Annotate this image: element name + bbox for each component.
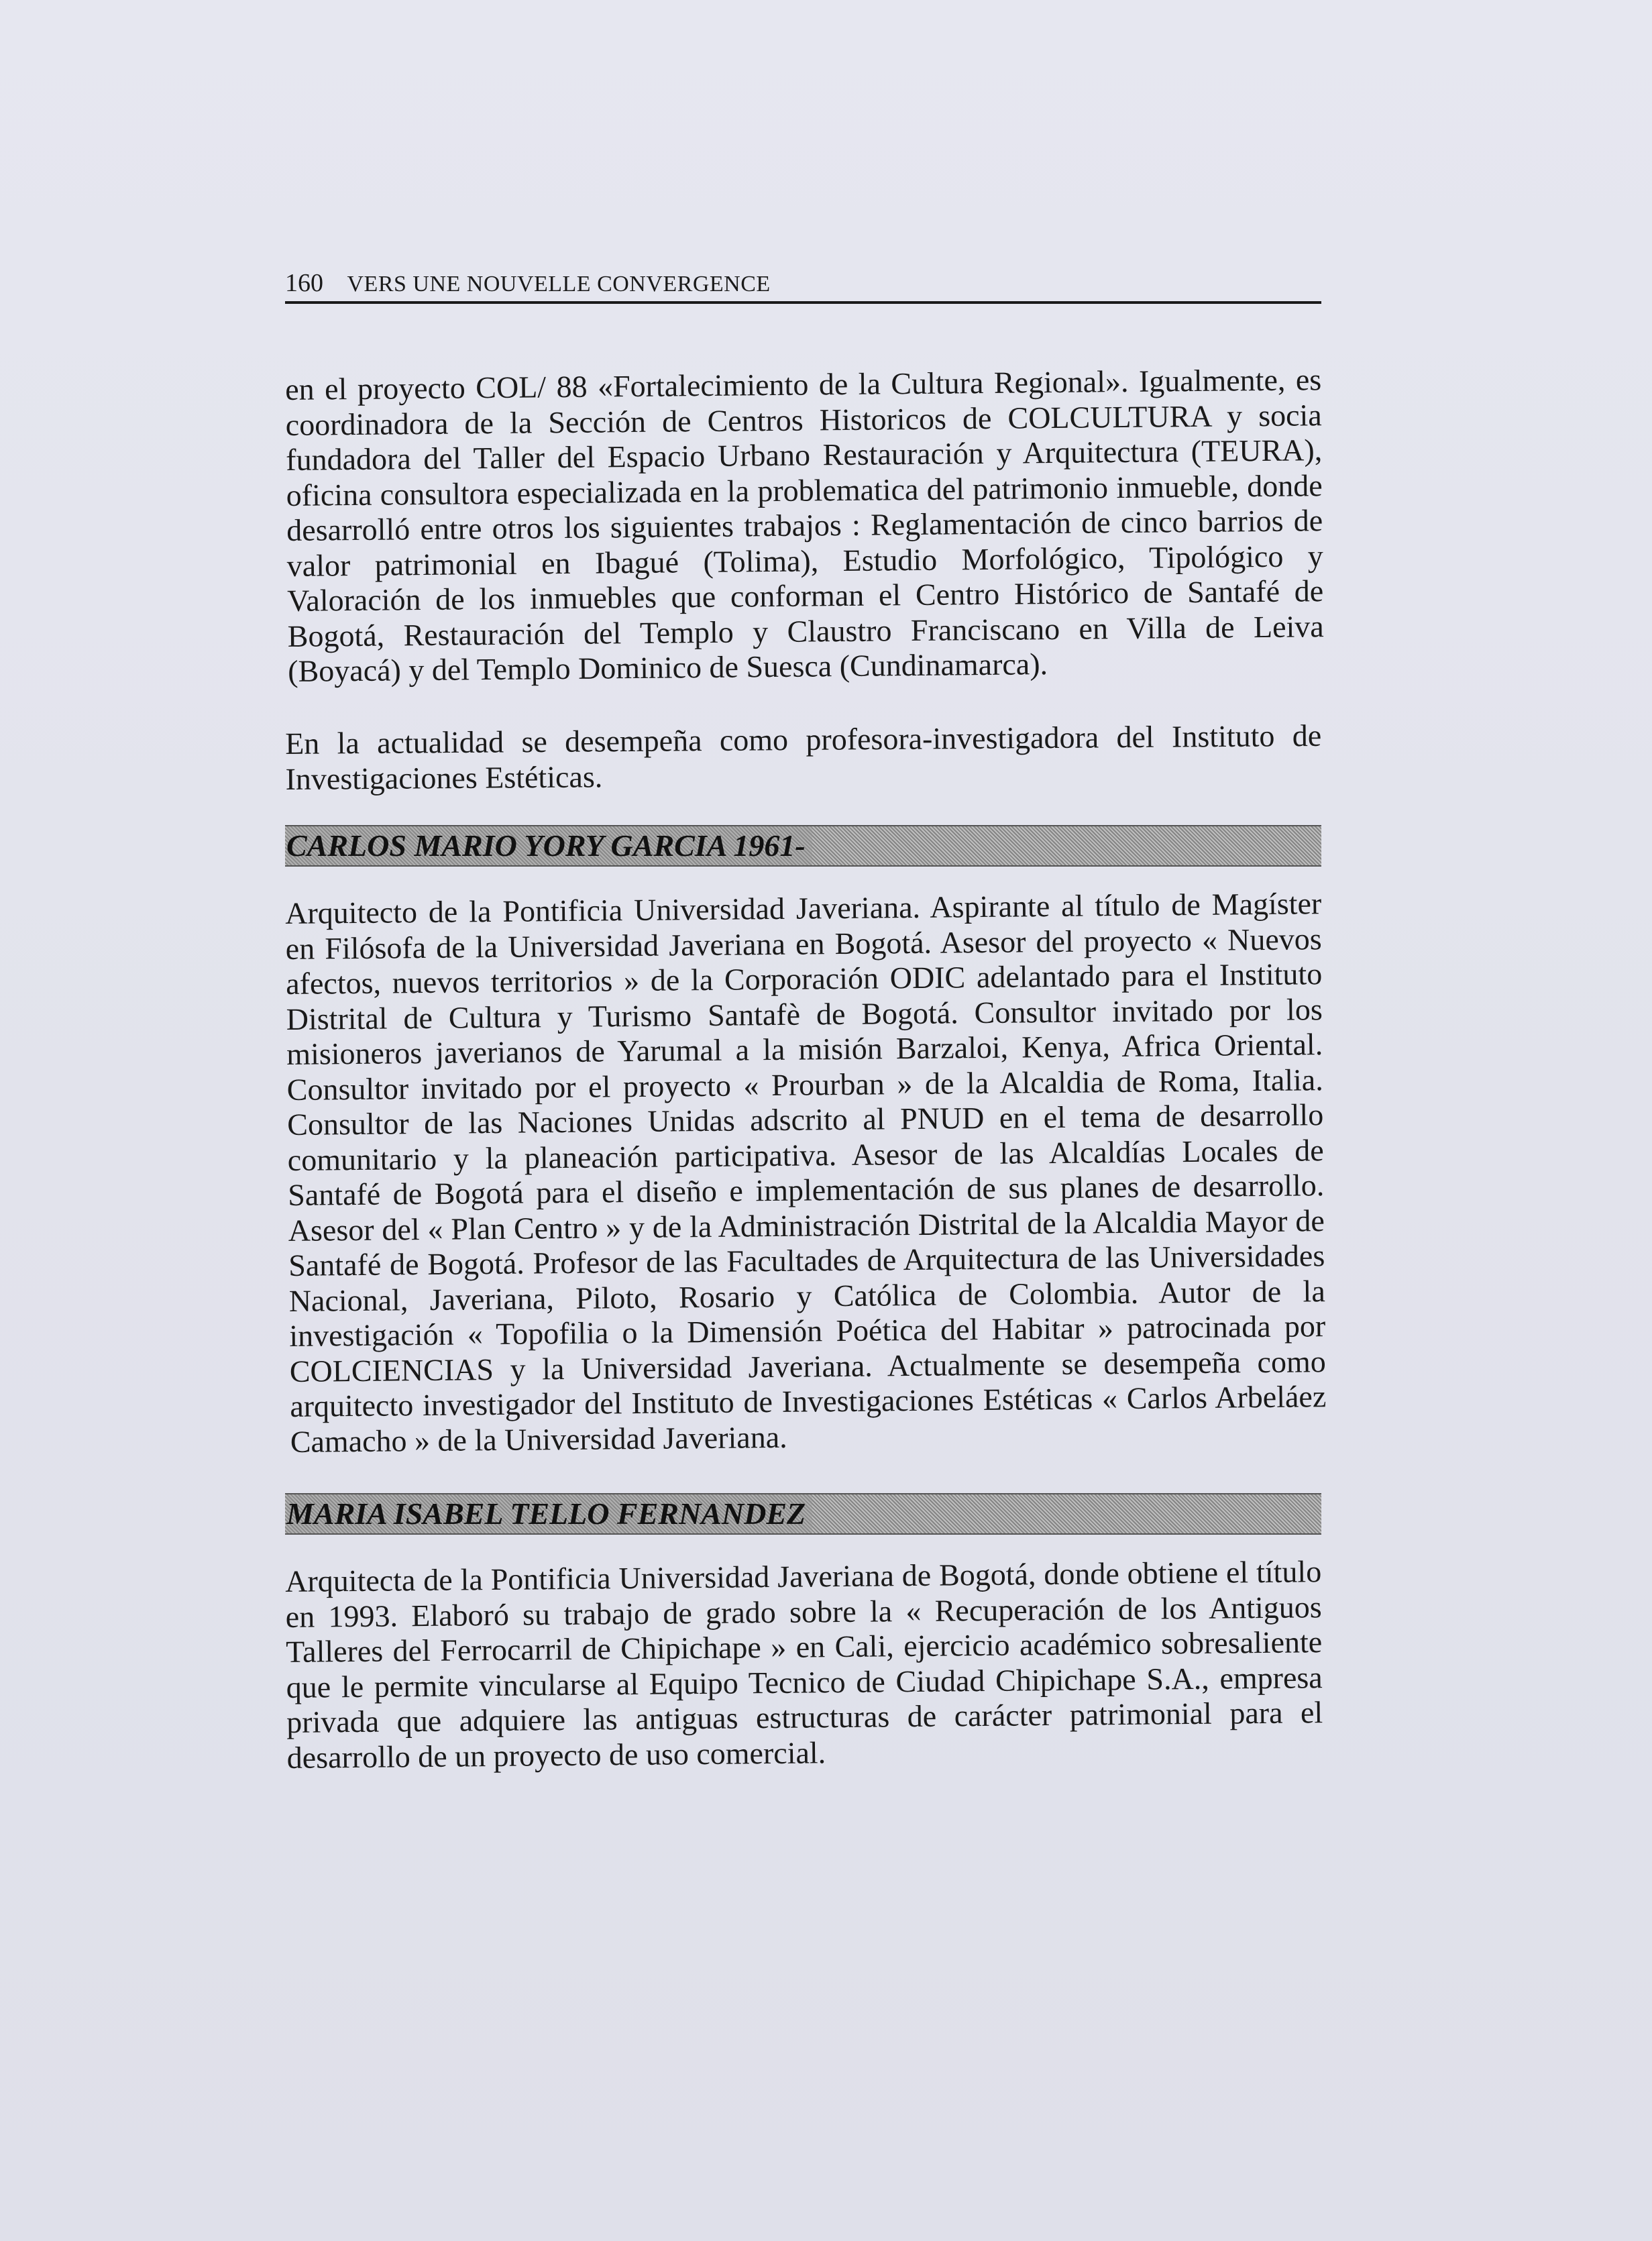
page-number: 160 — [285, 269, 323, 297]
section-heading-name: MARIA ISABEL TELLO FERNANDEZ — [286, 1494, 812, 1533]
current-position-paragraph: En la actualidad se desempeña como profesora-investigadora del Instituto de Investigaciones Estéticas. — [285, 718, 1322, 796]
biography-paragraph: Arquitecto de la Pontificia Universidad Javeriana. Aspirante al título de Magíster en Filósofa de la Universidad Javeriana en Bogotá. Asesor del proyecto « Nuevos afectos, nuevos territorios » de la Corporación ODIC adelantado para el Instituto Distrital de Cultura y Turismo Santafè de Bogotá. Consultor invitado por los misioneros javerianos de Yarumal a la misión Barzaloi, Kenya, Africa Oriental. Consultor invitado por el proyecto « Prourban » de la Alcaldia de Roma, Italia. Consultor de las Naciones Unidas adscrito al PNUD en el tema de desarrollo comunitario y la planeación participativa. Asesor de las Alcaldías Locales de Santafé de Bogotá para el diseño e implementación de sus planes de desarrollo. Asesor del « Plan Centro » y de la Administración Distrital de la Alcaldia Mayor de Santafé de Bogotá. Profesor de las Facultades de Arquitectura de las Universidades Nacional, Javeriana, Piloto, Rosario y Católica de Colombia. Autor de la investigación « Topofilia o la Dimensión Poética del Habitar » patrocinada por COLCIENCIAS y la Universidad Javeriana. Actualmente se desempeña como arquitecto investigador del Instituto de Investigaciones Estéticas « Carlos Arbeláez Camacho » de la Universidad Javeriana. — [285, 885, 1327, 1458]
running-title: VERS UNE NOUVELLE CONVERGENCE — [347, 272, 771, 296]
biography-paragraph: Arquitecta de la Pontificia Universidad Javeriana de Bogotá, donde obtiene el título en 1993. Elaboró su trabajo de grado sobre la « Recuperación de los Antiguos Talleres del Ferrocarril de Chipichape » en Cali, ejercicio académico sobresaliente que le permite vincularse al Equipo Tecnico de Ciudad Chipichape S.A., empresa privada que adquiere las antiguas estructuras de carácter patrimonial para el desarrollo de un proyecto de uso comercial. — [285, 1553, 1323, 1774]
section-heading-name: CARLOS MARIO YORY GARCIA 1961- — [286, 826, 812, 865]
section-heading-bar — [285, 1493, 1321, 1535]
intro-paragraph: en el proyecto COL/ 88 «Fortalecimiento de la Cultura Regional». Igualmente, es coordinadora de la Sección de Centros Historicos de COLCULTURA y socia fundadora del Taller del Espacio Urbano Restauración y Arquitectura (TEURA), oficina consultora especializada en la problematica del patrimonio inmueble, donde desarrolló entre otros los siguientes trabajos : Reglamentación de cinco barrios de valor patrimonial en Ibagué (Tolima), Estudio Morfológico, Tipológico y Valoración de los inmuebles que conforman el Centro Histórico de Santafé de Bogotá, Restauración del Templo y Claustro Franciscano en Villa de Leiva (Boyacá) y del Templo Dominico de Suesca (Cundinamarca). — [285, 362, 1324, 688]
running-header — [285, 265, 1321, 304]
book-page — [285, 265, 1327, 1775]
section-heading-bar — [285, 825, 1321, 867]
